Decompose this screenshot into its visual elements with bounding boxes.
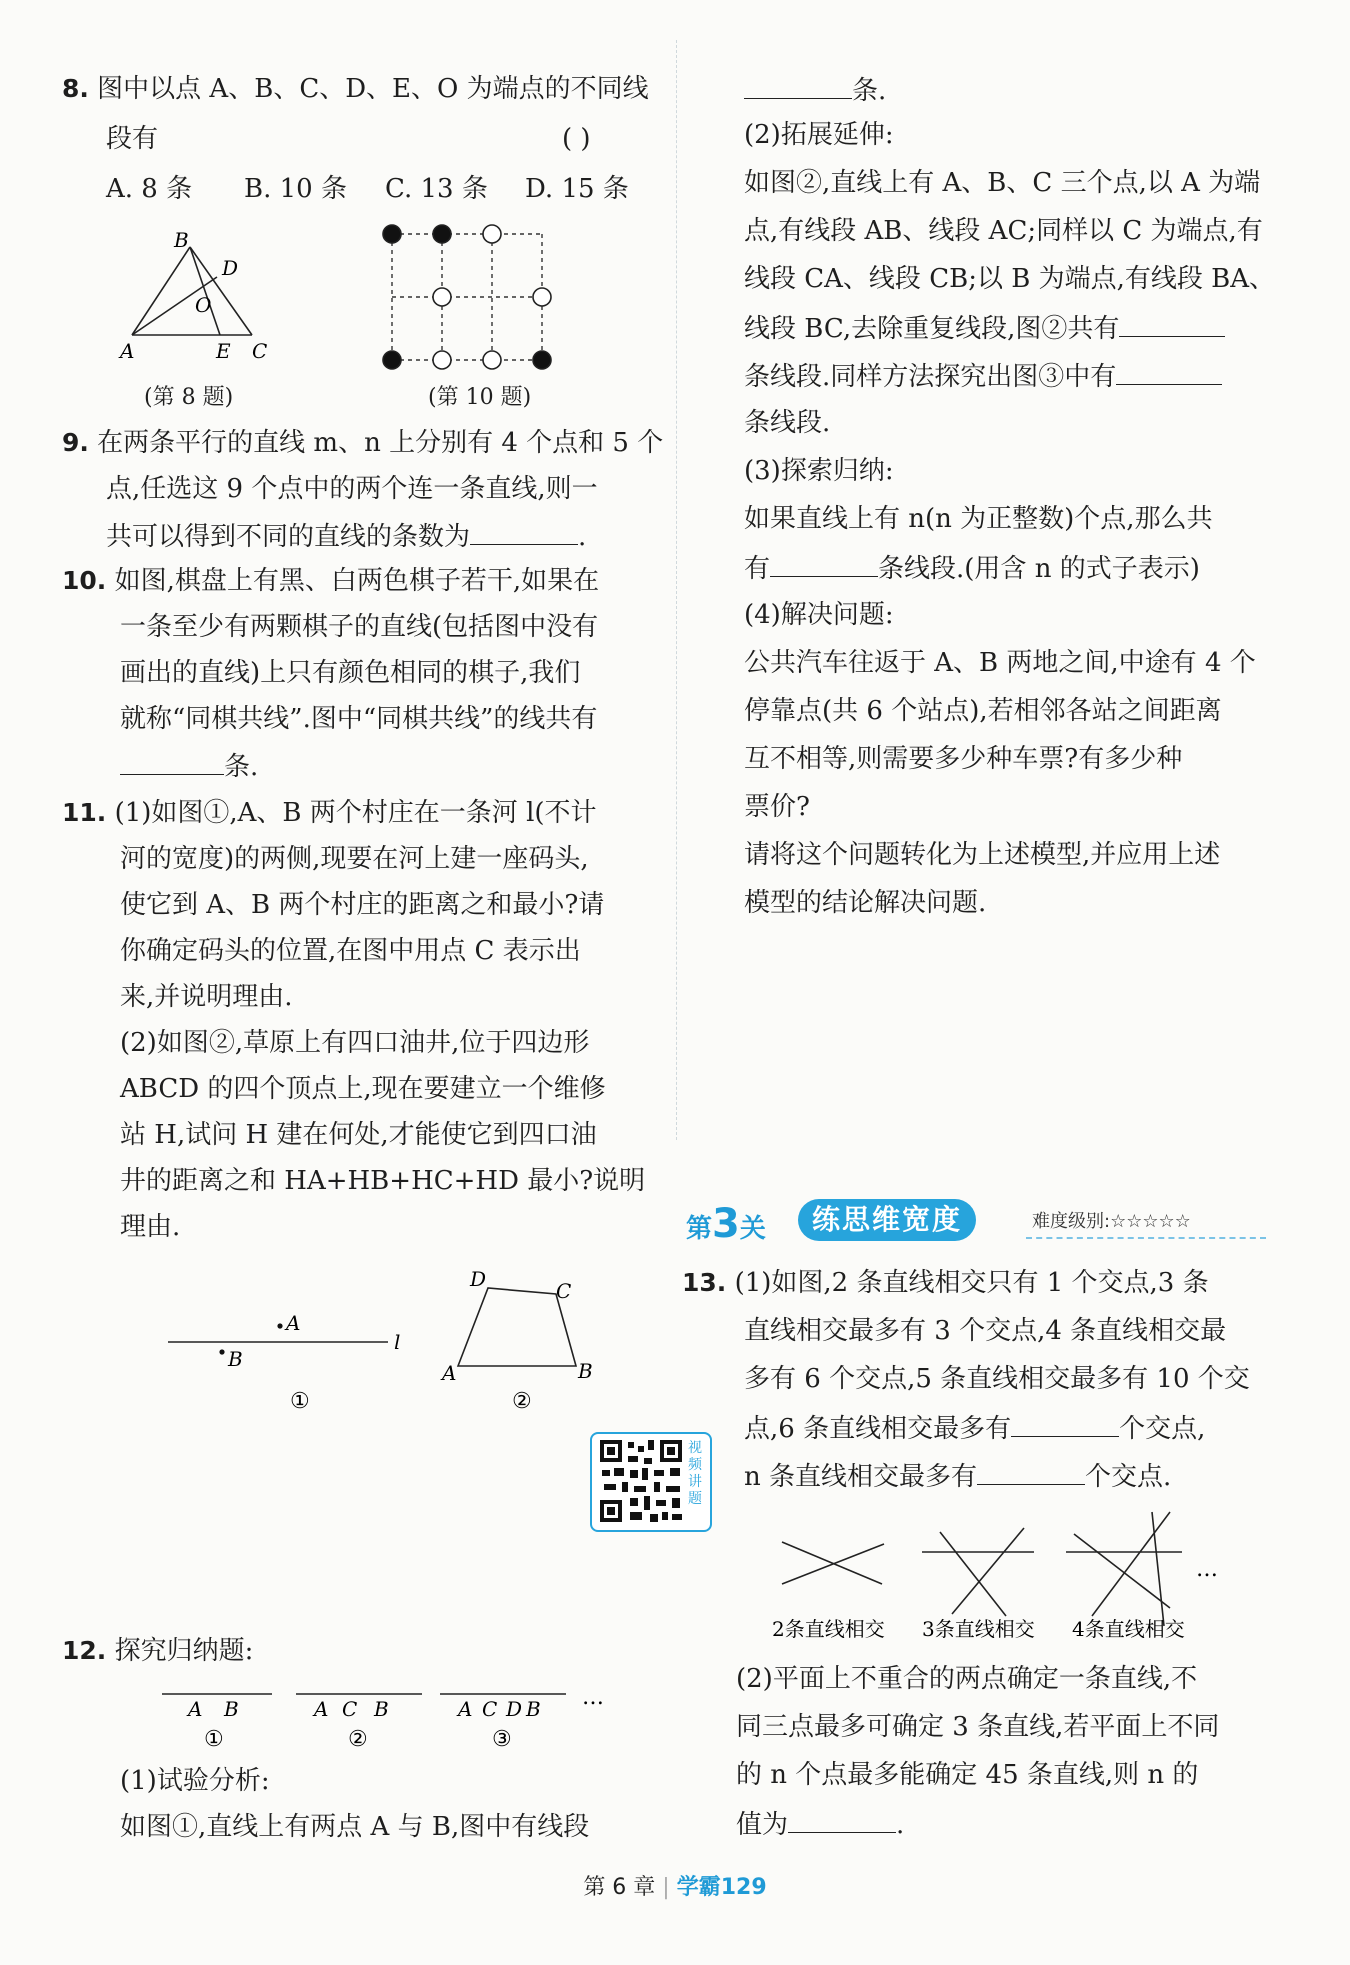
footer-chapter: 第 6 章 xyxy=(583,1875,656,1900)
q12-sub4-line6: 模型的结论解决问题. xyxy=(744,888,987,918)
q12-sub2-blank2[interactable] xyxy=(1116,358,1222,385)
q11-line2: 河的宽度)的两侧,现要在河上建一座码头, xyxy=(120,844,589,874)
q11-fig1-label-b: B xyxy=(228,1347,243,1371)
q12-sub1-blank[interactable] xyxy=(744,72,852,99)
q11-fig1-label-a: A xyxy=(286,1311,301,1335)
q8-option-d: D. 15 条 xyxy=(525,174,629,204)
q8-label-o: O xyxy=(195,293,212,317)
q10-figure-caption: (第 10 题) xyxy=(428,385,532,410)
q8-label-d: D xyxy=(222,256,239,280)
q12-cont-top: 条. xyxy=(744,72,886,108)
q12-sub1-title: (1)试验分析: xyxy=(120,1766,270,1796)
q8-line2: 段有 xyxy=(106,124,159,154)
q12-fig1-caption: ① xyxy=(204,1727,224,1752)
q12-sub3-line1: 如果直线上有 n(n 为正整数)个点,那么共 xyxy=(744,504,1213,534)
q8-answer-paren: ( ) xyxy=(562,124,591,154)
q13-fig-caption-3: 3条直线相交 xyxy=(922,1617,1035,1641)
q12-fig3-label-a: A xyxy=(458,1697,473,1721)
q11-quadrilateral-figure xyxy=(438,1268,618,1423)
q8-line1: 8. 图中以点 A、B、C、D、E、O 为端点的不同线 xyxy=(62,74,649,104)
column-divider xyxy=(676,40,677,1140)
q13-intersecting-lines-figure xyxy=(772,1508,1272,1643)
q12-segment-figures xyxy=(162,1680,682,1760)
q13-blank3[interactable] xyxy=(788,1806,896,1833)
q8-figure-caption: (第 8 题) xyxy=(144,385,234,410)
q12-sub2-line3: 线段 CA、线段 CB;以 B 为端点,有线段 BA、 xyxy=(744,264,1276,294)
section-header xyxy=(686,1195,1266,1247)
q13-fig-caption-4: 4条直线相交 xyxy=(1072,1617,1185,1641)
q12-sub3-blank[interactable] xyxy=(770,550,878,577)
q12-sub4-line2: 停靠点(共 6 个站点),若相邻各站之间距离 xyxy=(744,696,1222,726)
q12-sub4-line3: 互不相等,则需要多少种车票?有多少种 xyxy=(744,744,1183,774)
q8-label-b: B xyxy=(174,228,189,252)
q9-line1: 9. 在两条平行的直线 m、n 上分别有 4 个点和 5 个 xyxy=(62,428,664,458)
q8-label-a: A xyxy=(120,339,135,363)
q12-ellipsis: … xyxy=(582,1685,604,1710)
q11-fig2-label-a: A xyxy=(442,1361,457,1385)
q10-line3: 画出的直线)上只有颜色相同的棋子,我们 xyxy=(120,658,581,688)
q10-line5: 条. xyxy=(120,748,258,784)
q10-answer-blank[interactable] xyxy=(120,748,224,775)
q13-line1: 13. (1)如图,2 条直线相交只有 1 个交点,3 条 xyxy=(682,1268,1209,1298)
q8-option-c: C. 13 条 xyxy=(385,174,488,204)
q10-line1: 10. 如图,棋盘上有黑、白两色棋子若干,如果在 xyxy=(62,566,600,596)
q9-line3: 共可以得到不同的直线的条数为 . xyxy=(106,518,586,554)
q13-p2-line1: (2)平面上不重合的两点确定一条直线,不 xyxy=(736,1664,1198,1694)
q11-line10: 理由. xyxy=(120,1212,181,1242)
q12-sub2-blank1[interactable] xyxy=(1119,310,1225,337)
footer-page-number: 129 xyxy=(720,1875,767,1900)
q12-sub4-line4: 票价? xyxy=(744,792,810,822)
q10-line4: 就称“同棋共线”.图中“同棋共线”的线共有 xyxy=(120,704,598,734)
q12-sub2-title: (2)拓展延伸: xyxy=(744,120,894,150)
q12-fig1-label-a: A xyxy=(188,1697,203,1721)
q11-fig2-label-b: B xyxy=(578,1359,593,1383)
q8-label-c: C xyxy=(252,339,268,363)
q9-answer-blank[interactable] xyxy=(470,518,578,545)
q11-fig1-caption: ① xyxy=(290,1389,310,1414)
section-title: 练思维宽度 xyxy=(798,1199,976,1241)
q12-sub4-title: (4)解决问题: xyxy=(744,600,894,630)
q12-sub1-line: 如图①,直线上有两点 A 与 B,图中有线段 xyxy=(120,1812,590,1842)
qr-code-icon xyxy=(598,1438,684,1524)
q12-fig3-label-d: D xyxy=(506,1697,523,1721)
q12-fig3-label-c: C xyxy=(482,1697,498,1721)
q10-board-figure xyxy=(380,220,610,370)
footer-brand: 学霸 xyxy=(676,1875,721,1900)
q13-fig-caption-2: 2条直线相交 xyxy=(772,1617,885,1641)
q8-triangle-figure xyxy=(112,225,342,370)
page-footer: 第 6 章 | 学霸129 xyxy=(583,1875,767,1900)
q13-line5: n 条直线相交最多有 个交点. xyxy=(744,1458,1171,1494)
q11-fig1-label-l: l xyxy=(394,1330,401,1354)
q12-sub3-title: (3)探索归纳: xyxy=(744,456,894,486)
q12-sub4-line1: 公共汽车往返于 A、B 两地之间,中途有 4 个 xyxy=(744,648,1256,678)
q13-line3: 多有 6 个交点,5 条直线相交最多有 10 个交 xyxy=(744,1364,1250,1394)
q13-ellipsis: … xyxy=(1196,1557,1218,1582)
q11-fig2-label-c: C xyxy=(556,1279,572,1303)
q12-sub2-line1: 如图②,直线上有 A、B、C 三个点,以 A 为端 xyxy=(744,168,1261,198)
q12-sub4-line5: 请将这个问题转化为上述模型,并应用上述 xyxy=(744,840,1221,870)
q11-line6: (2)如图②,草原上有四口油井,位于四边形 xyxy=(120,1028,590,1058)
q11-line3: 使它到 A、B 两个村庄的距离之和最小?请 xyxy=(120,890,605,920)
q11-line9: 井的距离之和 HA+HB+HC+HD 最小?说明 xyxy=(120,1166,646,1196)
q12-fig2-label-b: B xyxy=(374,1697,389,1721)
q8-option-a: A. 8 条 xyxy=(106,174,193,204)
q11-line1: 11. (1)如图①,A、B 两个村庄在一条河 l(不计 xyxy=(62,798,597,828)
q11-line7: ABCD 的四个顶点上,现在要建立一个维修 xyxy=(120,1074,606,1104)
q12-sub3-line2: 有 条线段.(用含 n 的式子表示) xyxy=(744,550,1200,586)
q12-sub2-line4: 线段 BC,去除重复线段,图②共有 xyxy=(744,310,1225,346)
q13-blank2[interactable] xyxy=(977,1458,1085,1485)
q8-label-e: E xyxy=(216,339,231,363)
q10-line2: 一条至少有两颗棋子的直线(包括图中没有 xyxy=(120,612,599,642)
q12-fig3-caption: ③ xyxy=(492,1727,512,1752)
q11-line8: 站 H,试问 H 建在何处,才能使它到四口油 xyxy=(120,1120,597,1150)
q13-p2-line2: 同三点最多可确定 3 条直线,若平面上不同 xyxy=(736,1712,1220,1742)
q13-line2: 直线相交最多有 3 个交点,4 条直线相交最 xyxy=(744,1316,1227,1346)
q11-river-figure xyxy=(162,1300,402,1420)
q13-blank1[interactable] xyxy=(1011,1410,1119,1437)
q11-line4: 你确定码头的位置,在图中用点 C 表示出 xyxy=(120,936,581,966)
q12-fig1-label-b: B xyxy=(224,1697,239,1721)
section-prefix: 第3关 xyxy=(686,1201,766,1247)
difficulty-level: 难度级别:☆☆☆☆☆ xyxy=(1032,1211,1191,1232)
q12-sub2-line6: 条线段. xyxy=(744,408,831,438)
q12-line1: 12. 探究归纳题: xyxy=(62,1636,254,1666)
q12-fig2-label-a: A xyxy=(314,1697,329,1721)
q8-option-b: B. 10 条 xyxy=(244,174,347,204)
q12-sub2-line5: 条线段.同样方法探究出图③中有 xyxy=(744,358,1222,394)
video-qr-code[interactable] xyxy=(590,1432,712,1532)
q9-line2: 点,任选这 9 个点中的两个连一条直线,则一 xyxy=(106,474,598,504)
q12-fig2-caption: ② xyxy=(348,1727,368,1752)
q12-sub2-line2: 点,有线段 AB、线段 AC;同样以 C 为端点,有 xyxy=(744,216,1263,246)
q13-line4: 点,6 条直线相交最多有 个交点, xyxy=(744,1410,1205,1446)
q12-fig3-label-b: B xyxy=(526,1697,541,1721)
q11-line5: 来,并说明理由. xyxy=(120,982,293,1012)
section-rule xyxy=(1026,1237,1266,1239)
qr-label: 视频讲题 xyxy=(688,1440,702,1507)
q11-fig2-caption: ② xyxy=(512,1389,532,1414)
q13-p2-line3: 的 n 个点最多能确定 45 条直线,则 n 的 xyxy=(736,1760,1199,1790)
q12-fig2-label-c: C xyxy=(342,1697,358,1721)
q13-p2-line4: 值为 . xyxy=(736,1806,904,1842)
q11-fig2-label-d: D xyxy=(470,1268,487,1291)
